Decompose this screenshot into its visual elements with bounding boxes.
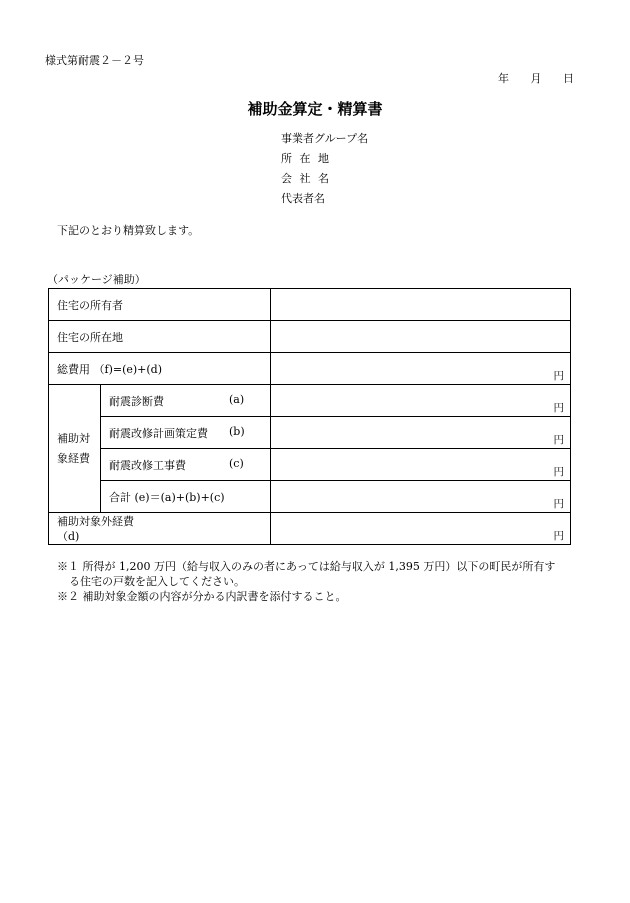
subsidy-table [48,288,571,545]
ineligible-value[interactable] [271,513,571,545]
item-a-label [101,385,271,417]
item-a-value[interactable] [271,385,571,417]
item-b-tag: (b) [229,424,245,438]
date-day: 日 [563,72,574,85]
yen-unit: 円 [553,402,564,414]
item-c-tag: (c) [229,456,244,470]
date-month: 月 [530,72,542,85]
table-row-item-e [49,481,571,513]
applicant-address-label: 所 在 地 [281,152,329,165]
table-row-total [49,353,571,385]
form-number: 様式第耐震２－２号 [45,54,144,67]
yen-unit: 円 [553,498,564,510]
note-1-line2: る住宅の戸数を記入してください。 [69,575,245,588]
eligible-group-line2: 象経費 [57,451,90,465]
applicant-group-label: 事業者グループ名 [281,132,369,145]
location-label: 住宅の所在地 [49,321,271,353]
applicant-company-label: 会 社 名 [281,172,329,185]
yen-unit: 円 [553,434,564,446]
yen-unit: 円 [553,530,564,542]
note-2: ※２ 補助対象金額の内容が分かる内訳書を添付すること。 [57,590,347,603]
item-e-value[interactable] [271,481,571,513]
item-c-name: 耐震改修工事費 [109,458,186,472]
owner-label: 住宅の所有者 [49,289,271,321]
table-row-ineligible [49,513,571,545]
table-row-owner [49,289,571,321]
total-label: 総費用 （f)=(e)+(d) [49,353,271,385]
table-row-item-b [49,417,571,449]
item-b-name: 耐震改修計画策定費 [109,426,208,440]
item-c-value[interactable] [271,449,571,481]
item-a-name: 耐震診断費 [109,394,164,408]
intro-text: 下記のとおり精算致します。 [57,224,200,237]
total-value[interactable] [271,353,571,385]
date-year: 年 [498,72,509,85]
date-line [498,70,574,86]
item-b-label [101,417,271,449]
item-e-label: 合計 (e)＝(a)+(b)+(c) [101,481,271,513]
location-value[interactable] [271,321,571,353]
item-c-label [101,449,271,481]
ineligible-line1: 補助対象外経費 [57,514,134,528]
owner-value[interactable] [271,289,571,321]
eligible-group-line1: 補助対 [57,431,90,445]
item-b-value[interactable] [271,417,571,449]
yen-unit: 円 [553,370,564,382]
eligible-group-label [49,385,101,513]
yen-unit: 円 [553,466,564,478]
document-title: 補助金算定・精算書 [247,100,383,118]
section-label: （パッケージ補助） [47,273,146,286]
ineligible-label [49,513,271,545]
note-1-line1: ※１ 所得が 1,200 万円（給与収入のみの者にあっては給与収入が 1,395 万円）以下の町民が所有す [57,560,556,573]
table-row-item-a [49,385,571,417]
table-row-item-c [49,449,571,481]
table-row-location [49,321,571,353]
ineligible-line2: （d) [57,529,80,543]
applicant-representative-label: 代表者名 [281,192,325,205]
item-a-tag: (a) [229,392,245,406]
